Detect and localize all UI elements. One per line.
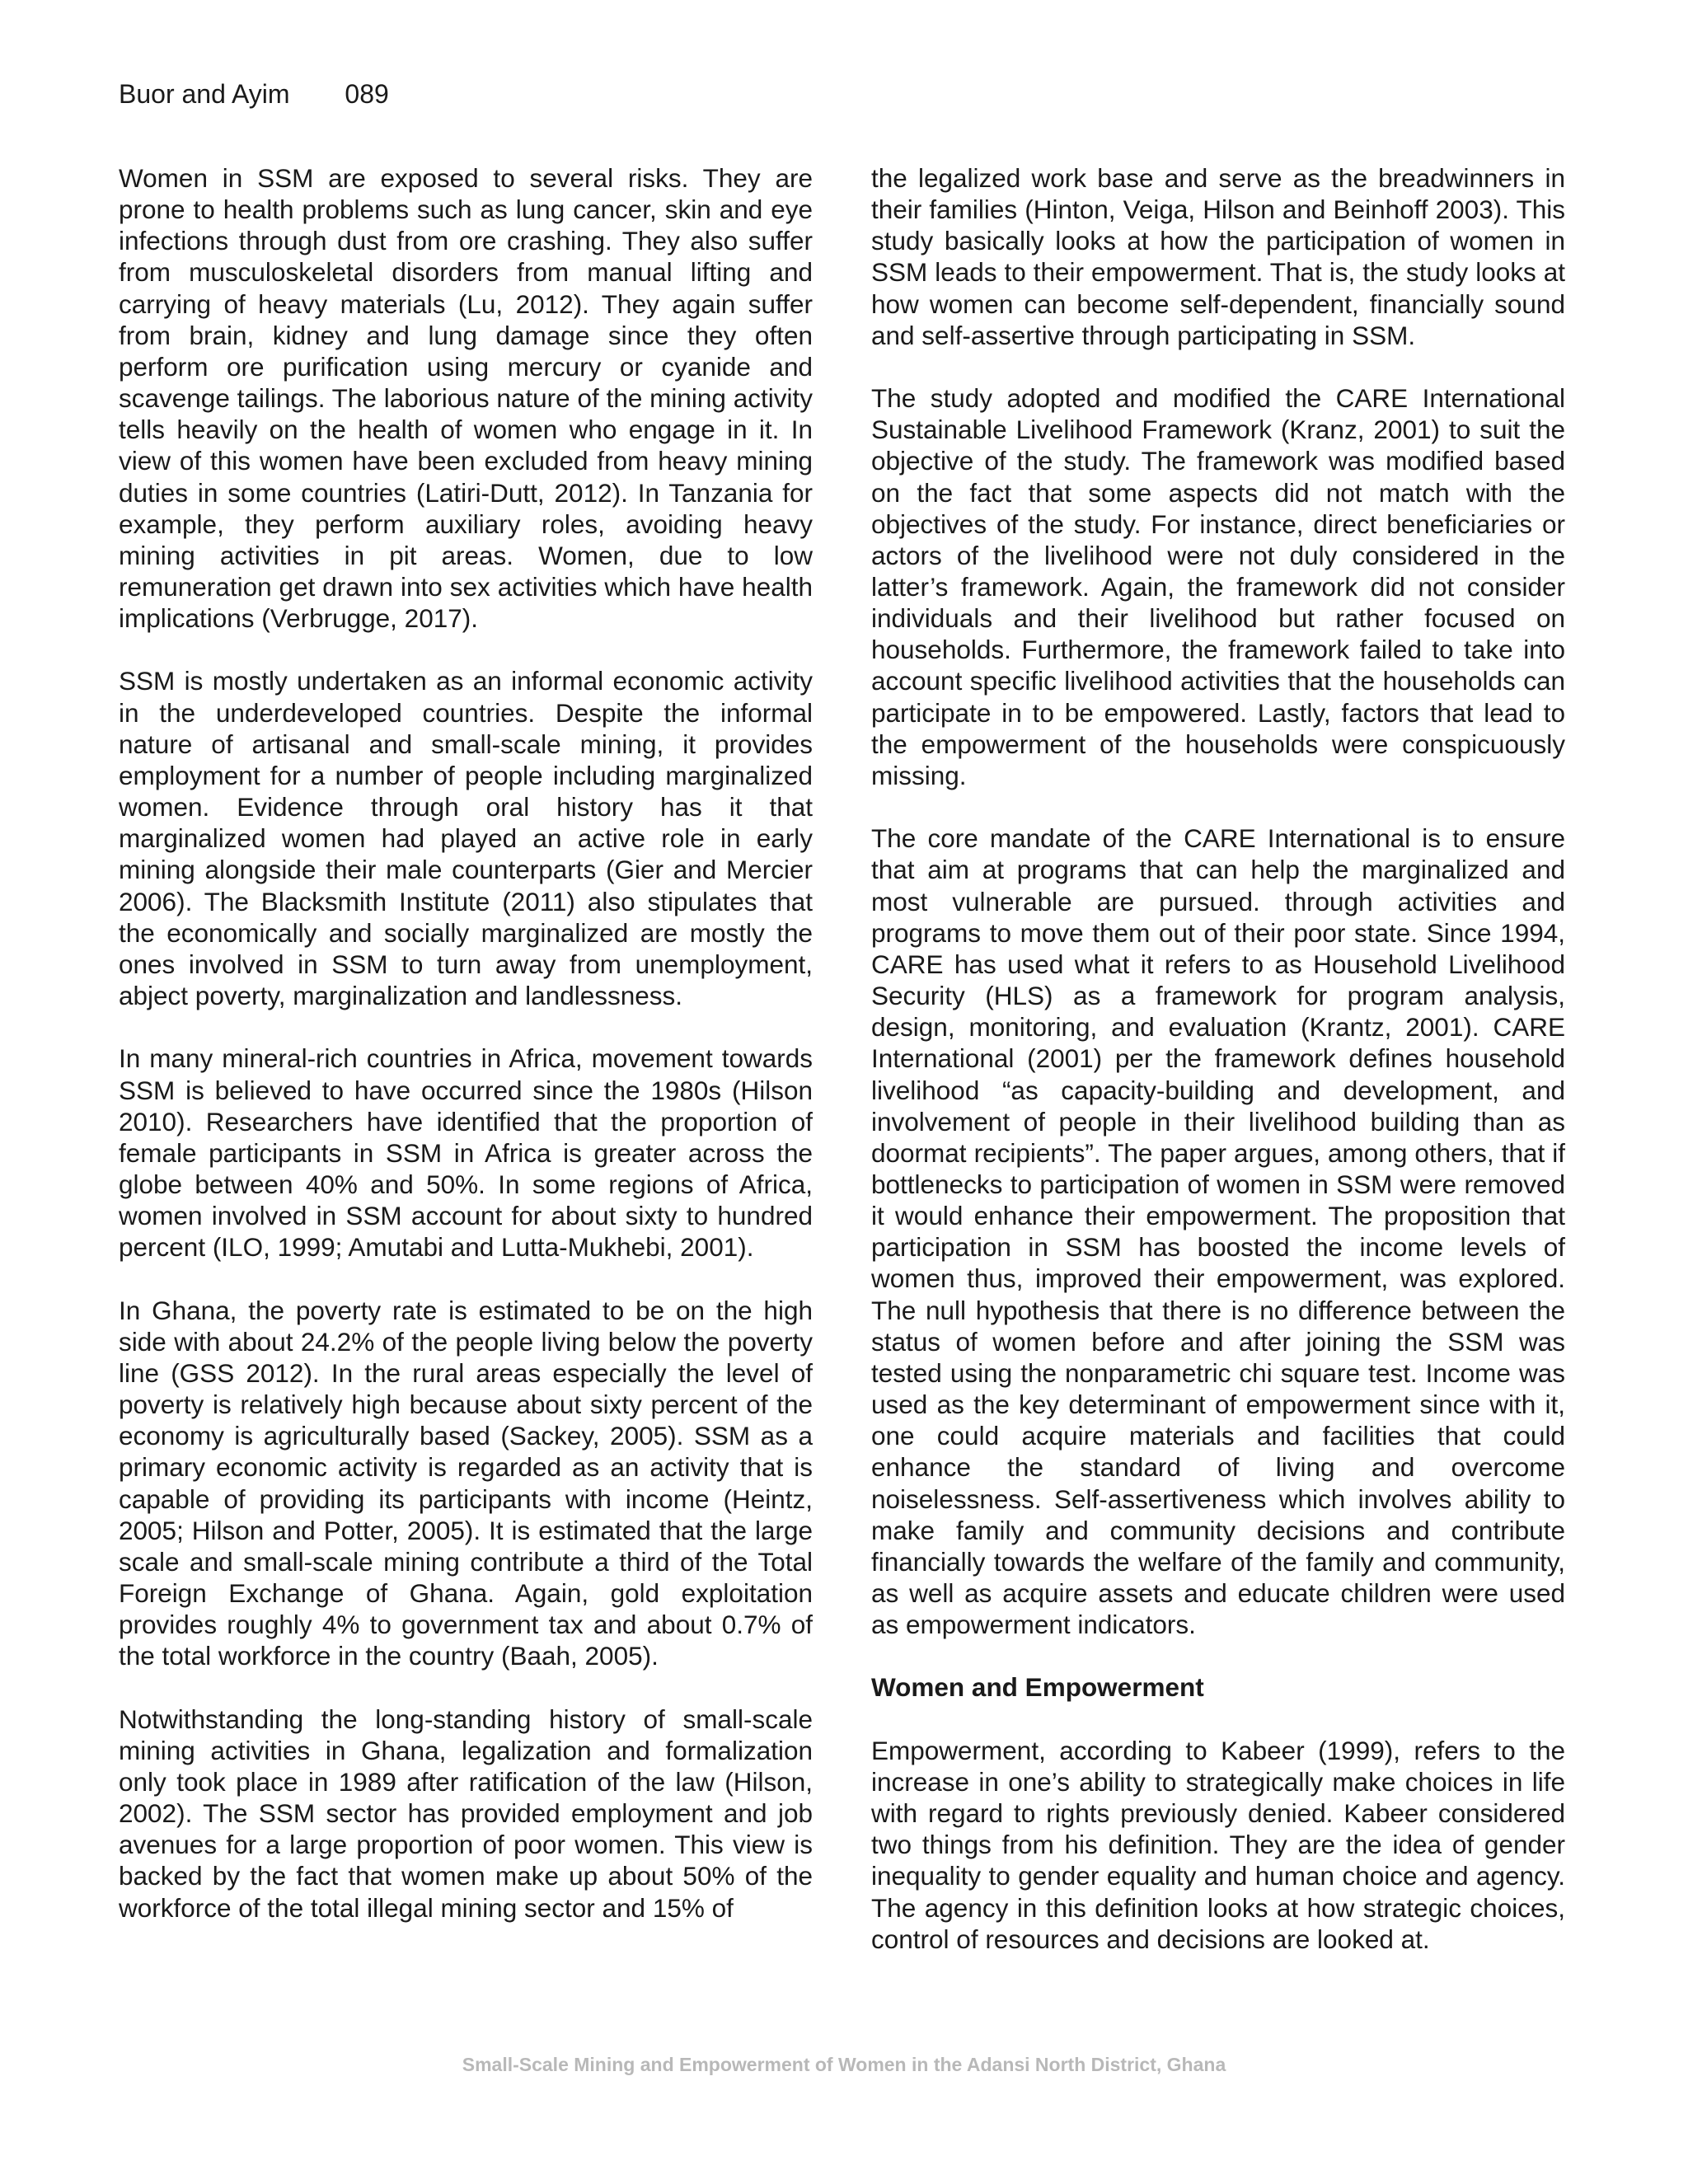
page-number: 089 [345, 79, 389, 109]
body-paragraph: Empowerment, according to Kabeer (1999), refers to the increase in one’s ability to strategically make choices in life with regard to rights previously denied. Kabeer considered two things from his definition. They are the idea of gender inequality to gender equality and human choice and agency. The agency in this definition looks at how strategic choices, control of resources and decisions are looked at. [871, 1735, 1565, 1954]
page-header [119, 76, 389, 112]
body-paragraph: Women in SSM are exposed to several risks. They are prone to health problems such as lung cancer, skin and eye infections through dust from ore crashing. They also suffer from musculoskeletal disorders from manual lifting and carrying of heavy materials (Lu, 2012). They again suffer from brain, kidney and lung damage since they often perform ore purification using mercury or cyanide and scavenge tailings. The laborious nature of the mining activity tells heavily on the health of women who engage in it. In view of this women have been excluded from heavy mining duties in some countries (Latiri-Dutt, 2012). In Tanzania for example, they perform auxiliary roles, avoiding heavy mining activities in pit areas. Women, due to low remuneration get drawn into sex activities which have health implications (Verbrugge, 2017). [119, 163, 813, 634]
running-authors: Buor and Ayim [119, 79, 290, 109]
body-paragraph: The study adopted and modified the CARE International Sustainable Livelihood Framework (Kranz, 2001) to suit the objective of the study. The framework was modified based on the fact that some aspects did not match with the objectives of the study. For instance, direct beneficiaries or actors of the livelihood were not duly considered in the latter’s framework. Again, the framework did not consider individuals and their livelihood but rather focused on households. Furthermore, the framework failed to take into account specific livelihood activities that the households can participate in to be empowered. Lastly, factors that lead to the empowerment of the households were conspicuously missing. [871, 383, 1565, 790]
right-column [871, 162, 1565, 1955]
body-paragraph: In Ghana, the poverty rate is estimated to be on the high side with about 24.2% of the people living below the poverty line (GSS 2012). In the rural areas especially the level of poverty is relatively high because about sixty percent of the economy is agriculturally based (Sackey, 2005). SSM as a primary economic activity is regarded as an activity that is capable of providing its participants with income (Heintz, 2005; Hilson and Potter, 2005). It is estimated that the large scale and small-scale mining contribute a third of the Total Foreign Exchange of Ghana. Again, gold exploitation provides roughly 4% to government tax and about 0.7% of the total workforce in the country (Baah, 2005). [119, 1295, 813, 1671]
running-footer-title: Small-Scale Mining and Empowerment of Women in the Adansi North District, Ghana [462, 2054, 1226, 2075]
body-paragraph: Notwithstanding the long-standing history of small-scale mining activities in Ghana, legalization and formalization only took place in 1989 after ratification of the law (Hilson, 2002). The SSM sector has provided employment and job avenues for a large proportion of poor women. This view is backed by the fact that women make up about 50% of the workforce of the total illegal mining sector and 15% of [119, 1704, 813, 1923]
body-paragraph: SSM is mostly undertaken as an informal economic activity in the underdeveloped countries. Despite the informal nature of artisanal and small-scale mining, it provides employment for a number of people including marginalized women. Evidence through oral history has it that marginalized women had played an active role in early mining alongside their male counterparts (Gier and Mercier 2006). The Blacksmith Institute (2011) also stipulates that the economically and socially marginalized are mostly the ones involved in SSM to turn away from unemployment, abject poverty, marginalization and landlessness. [119, 666, 813, 1011]
body-paragraph: In many mineral-rich countries in Africa, movement towards SSM is believed to have occurred since the 1980s (Hilson 2010). Researchers have identified that the proportion of female participants in SSM in Africa is greater across the globe between 40% and 50%. In some regions of Africa, women involved in SSM account for about sixty to hundred percent (ILO, 1999; Amutabi and Lutta-Mukhebi, 2001). [119, 1043, 813, 1263]
section-heading: Women and Empowerment [871, 1672, 1204, 1703]
body-paragraph: The core mandate of the CARE International is to ensure that aim at programs that can help the marginalized and most vulnerable are pursued. through activities and programs to move them out of their poor state. Since 1994, CARE has used what it refers to as Household Livelihood Security (HLS) as a framework for program analysis, design, monitoring, and evaluation (Krantz, 2001). CARE International (2001) per the framework defines household livelihood “as capacity-building and development, and involvement of people in their livelihood building than as doormat recipients”. The paper argues, among others, that if bottlenecks to participation of women in SSM were removed it would enhance their empowerment. The proposition that participation in SSM has boosted the income levels of women thus, improved their empowerment, was explored. The null hypothesis that there is no difference between the status of women before and after joining the SSM was tested using the nonparametric chi square test. Income was used as the key determinant of empowerment since with it, one could acquire materials and facilities that could enhance the standard of living and overcome noiselessness. Self-assertiveness which involves ability to make family and community decisions and contribute financially towards the welfare of the family and community, as well as acquire assets and educate children were used as empowerment indicators. [871, 823, 1565, 1640]
left-column [119, 162, 813, 1924]
body-paragraph: the legalized work base and serve as the breadwinners in their families (Hinton, Veiga, Hilson and Beinhoff 2003). This study basically looks at how the participation of women in SSM leads to their empowerment. That is, the study looks at how women can become self-dependent, financially sound and self-assertive through participating in SSM. [871, 163, 1565, 350]
